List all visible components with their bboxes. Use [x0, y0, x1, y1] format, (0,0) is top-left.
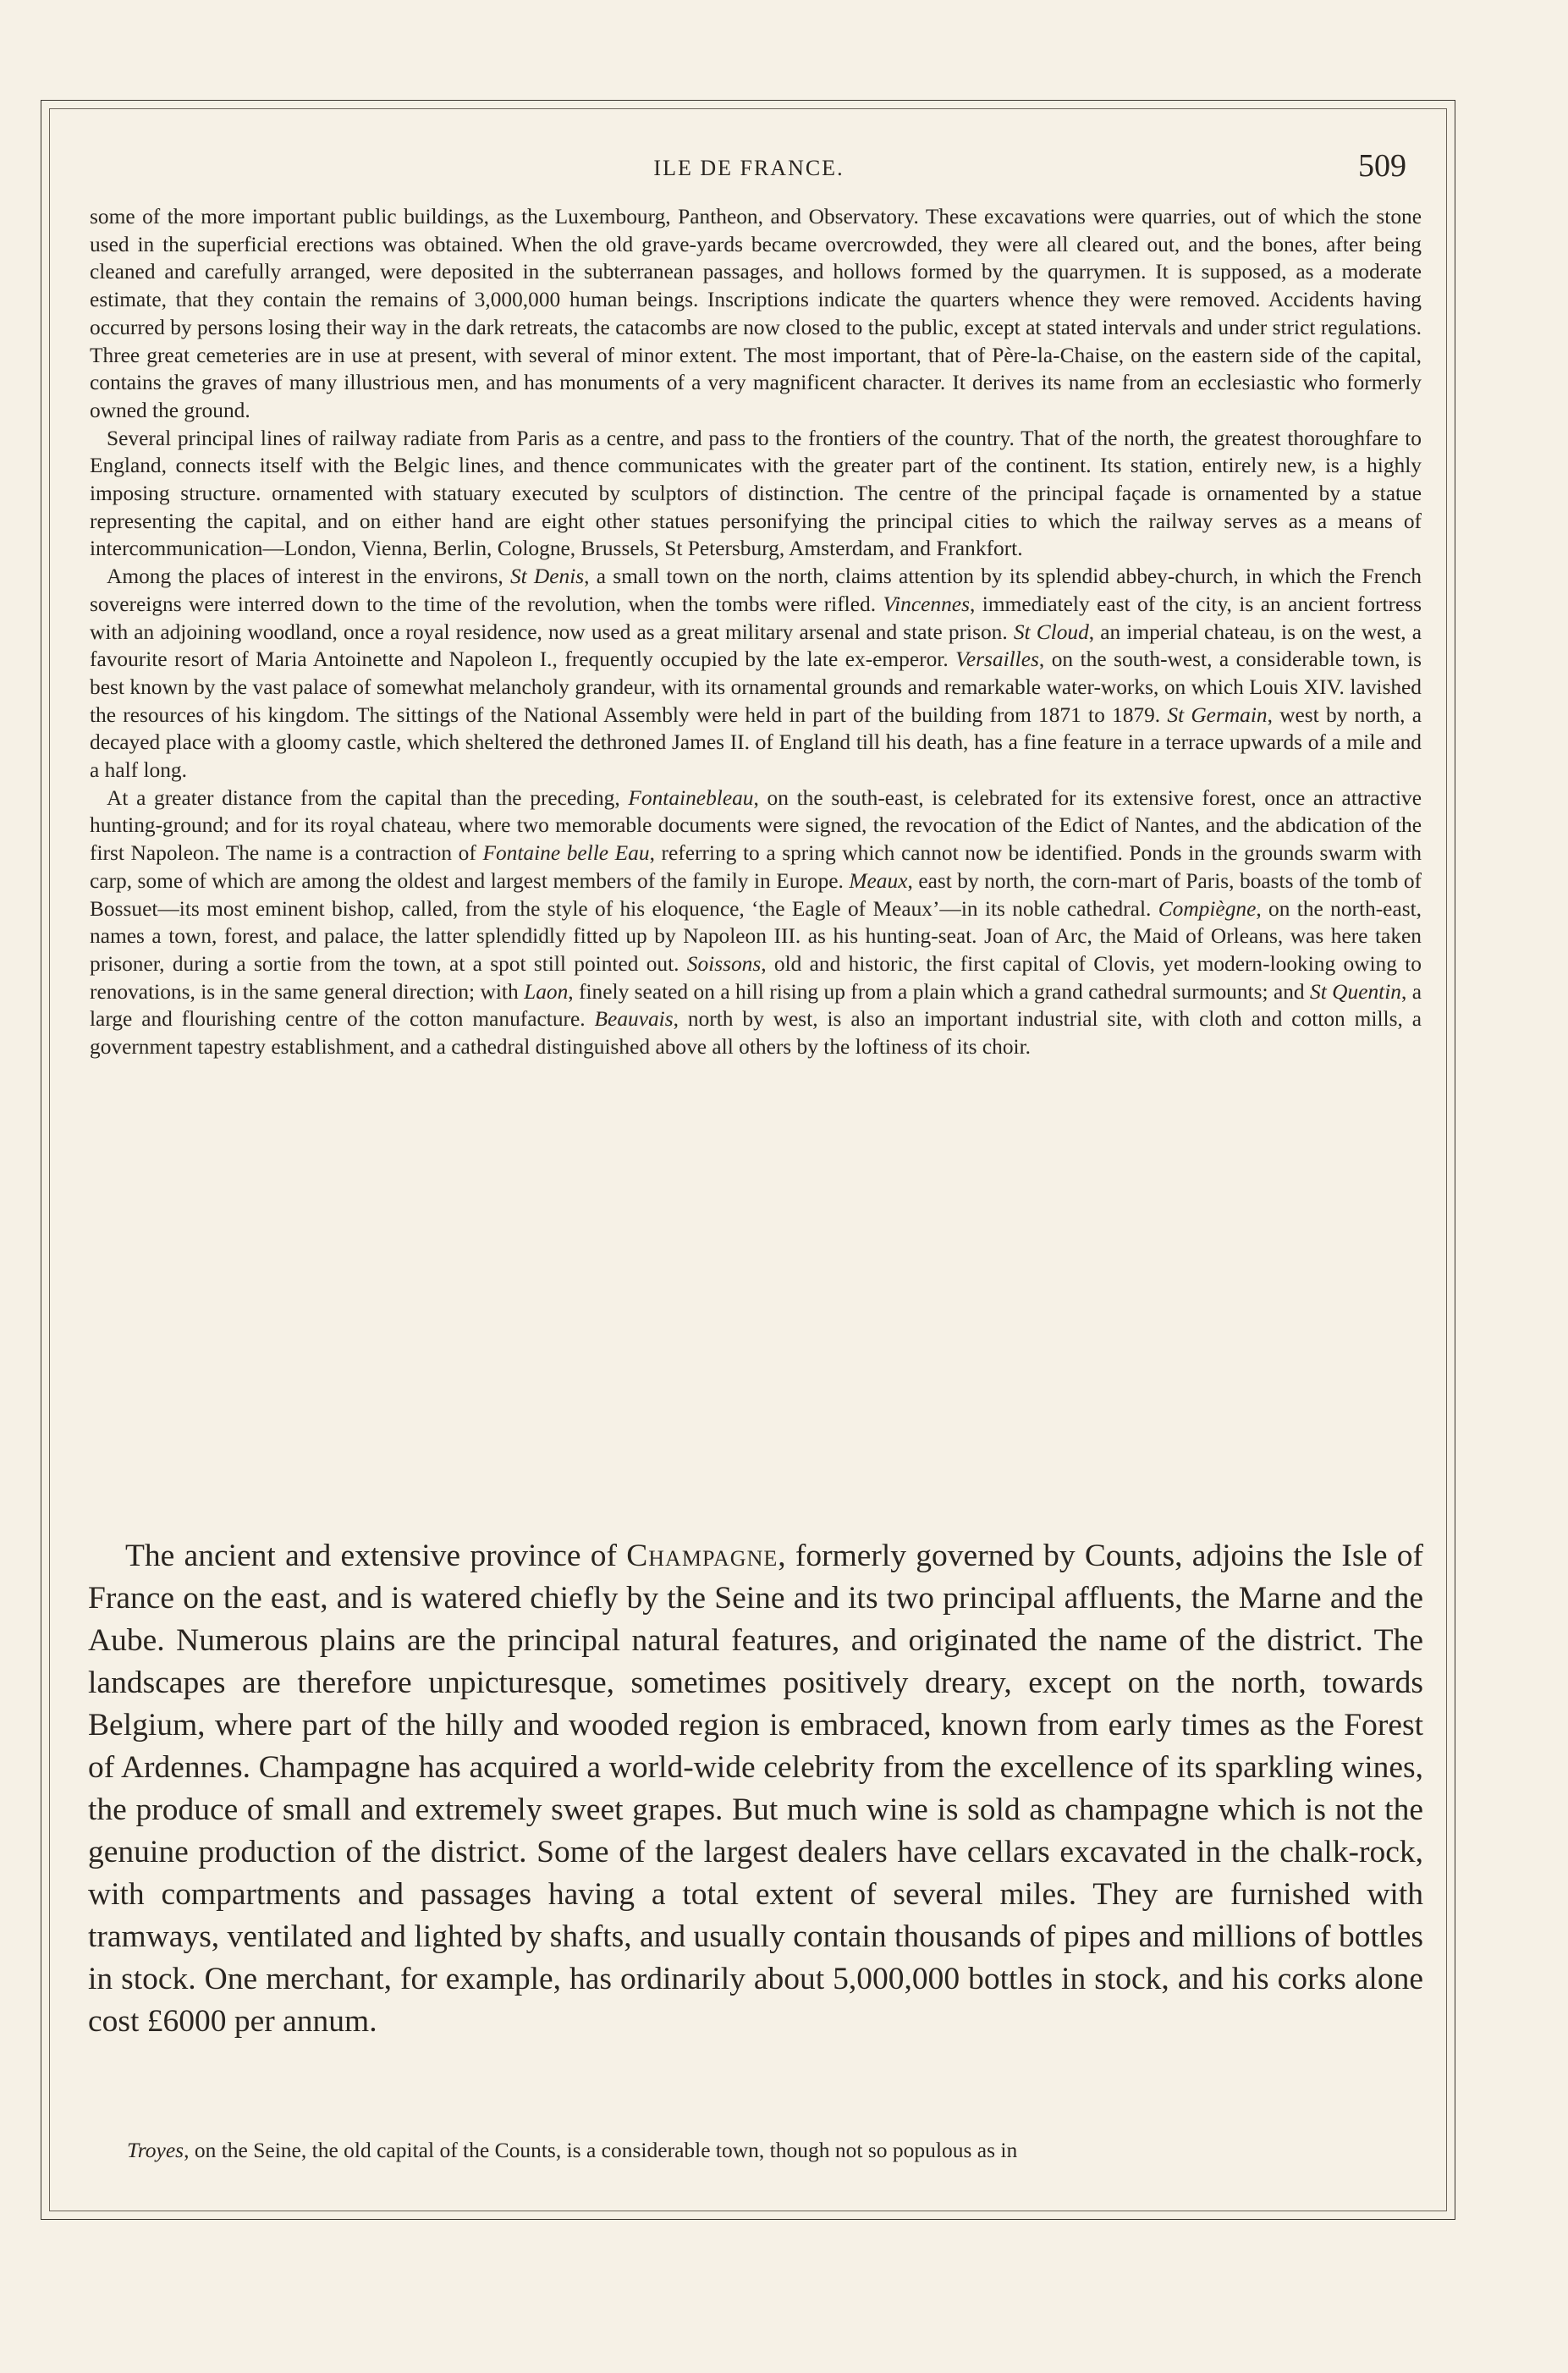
place-name-st-quentin: St Quentin — [1310, 979, 1401, 1004]
closing-paragraph — [127, 2136, 1423, 2165]
place-name-laon: Laon — [524, 979, 569, 1004]
paragraph-distant-places — [90, 785, 1422, 1061]
text-run: At a greater distance from the capital than the preceding, — [107, 785, 629, 810]
place-name-versailles: Versailles — [955, 647, 1039, 672]
text-run: , a small town on the north, claims attention by its splendid abbey-church, in which the French sovereigns were interred down to the time of the revolution, when the tombs were rifled. — [90, 564, 1422, 616]
text-run: , finely seated on a hill rising up from a plain which a grand cathedral surmounts; and — [568, 979, 1311, 1004]
text-run: , an imperial chateau, is on the west, a favourite resort of Maria Antoinette and Napoleon I., frequently occupied by the late ex-emperor. — [90, 619, 1422, 672]
text-run: , east by north, the corn-mart of Paris, boasts of the tomb of Bossuet—its most eminent bishop, called, from the style of his eloquence, ‘the Eagle of Meaux’—in its noble cathedral. — [90, 868, 1422, 921]
paragraph-troyes — [127, 2136, 1423, 2165]
running-title: ILE DE FRANCE. — [653, 156, 845, 180]
text-run: Among the places of interest in the environs, — [107, 564, 510, 589]
text-run: , immediately east of the city, is an ancient fortress with an adjoining woodland, once a royal residence, now used as a great military arsenal and state prison. — [90, 592, 1422, 644]
place-name-meaux: Meaux — [849, 868, 908, 893]
text-run: , on the south-east, is celebrated for its extensive forest, once an attractive hunting-ground; and for its royal chateau, where two memorable documents were signed, the revocation of the Edict of Nantes, and the abdication of the first Napoleon. The name is a contraction of — [90, 785, 1422, 866]
text-run: , on the Seine, the old capital of the Counts, is a considerable town, though not so populous as in — [184, 2138, 1018, 2162]
place-name-st-cloud: St Cloud — [1013, 619, 1089, 644]
text-run: , on the north-east, names a town, forest, and palace, the latter splendidly fitted up by Napoleon III. as his hunting-seat. Joan of Arc, the Maid of Orleans, was here taken prisoner, during a sortie from the town, at a spot still pointed out. — [90, 896, 1422, 976]
large-print-section — [88, 1535, 1423, 2043]
place-name-st-denis: St Denis — [509, 564, 585, 589]
place-name-beauvais: Beauvais — [594, 1007, 674, 1032]
place-name-troyes: Troyes — [127, 2138, 184, 2162]
page-header — [51, 148, 1447, 190]
place-name-compiegne: Compiègne — [1158, 896, 1257, 921]
paragraph-environs — [90, 563, 1422, 785]
text-run: , referring to a spring which cannot now be identified. Ponds in the grounds swarm with carp, some of which are among the oldest and largest members of the family in Europe. — [90, 841, 1422, 893]
paragraph-champagne — [88, 1535, 1423, 2043]
place-name-vincennes: Vincennes — [883, 592, 970, 616]
place-name-soissons: Soissons — [686, 951, 762, 976]
province-name-champagne: Champagne — [626, 1539, 778, 1573]
small-print-section — [90, 203, 1422, 1061]
text-run: , a large and flourishing centre of the cotton manufacture. — [90, 979, 1422, 1032]
text-run: , west by north, a decayed place with a gloomy castle, which sheltered the dethroned James II. of England till his death, has a fine feature in a terrace upwards of a mile and a half long. — [90, 702, 1422, 783]
paragraph-catacombs: some of the more important public buildings, as the Luxembourg, Pantheon, and Observatory. These excavations were quarries, out of which the stone used in the superficial erections was obtained. When the old grave-yards became overcrowded, they were all cleared out, and the bones, after being cleaned and carefully arranged, were deposited in the subterranean passages, and hollows formed by the quarrymen. It is supposed, as a moderate estimate, that they contain the remains of 3,000,000 human beings. Inscriptions indicate the quarters whence they were removed. Accidents having occurred by persons losing their way in the dark retreats, the catacombs are now closed to the public, except at stated intervals and under strict regulations. Three great cemeteries are in use at present, with several of minor extent. The most important, that of Père-la-Chaise, on the eastern side of the capital, contains the graves of many illustrious men, and has monuments of a very magnificent character. It derives its name from an ecclesiastic who formerly owned the ground. — [90, 205, 1422, 422]
text-run: , on the south-west, a considerable town, is best known by the vast palace of somewhat melancholy grandeur, with its ornamental grounds and remarkable water-works, on which Louis XIV. lavished the resources of his kingdom. The sittings of the National Assembly were held in part of the building from 1871 to 1879. — [90, 647, 1422, 727]
phrase-fontaine-belle-eau: Fontaine belle Eau — [482, 841, 650, 866]
place-name-fontainebleau: Fontainebleau — [628, 785, 754, 810]
text-run: , old and historic, the first capital of Clovis, yet modern-looking owing to renovations, is in the same general direction; with — [90, 951, 1422, 1004]
text-run: , formerly governed by Counts, adjoins the Isle of France on the east, and is watered chiefly by the Seine and its two principal affluents, the Marne and the Aube. Numerous plains are the principal natural features, and originated the name of the district. The landscapes are therefore unpicturesque, sometimes positively dreary, except on the north, towards Belgium, where part of the hilly and wooded region is embraced, known from early times as the Forest of Ardennes. Champagne has acquired a world-wide celebrity from the excellence of its sparkling wines, the produce of small and extremely sweet grapes. But much wine is sold as champagne which is not the genuine production of the district. Some of the largest dealers have cellars excavated in the chalk-rock, with compartments and passages having a total extent of several miles. They are furnished with tramways, ventilated and lighted by shafts, and usually contain thousands of pipes and millions of bottles in stock. One merchant, for example, has ordinarily about 5,000,000 bottles in stock, and his corks alone cost £6000 per annum. — [88, 1539, 1423, 2039]
page-number: 509 — [1358, 148, 1406, 184]
text-run: , north by west, is also an important industrial site, with cloth and cotton mills, a government tapestry establishment, and a cathedral distinguished above all others by the loftiness of its choir. — [90, 1007, 1422, 1060]
place-name-st-germain: St Germain — [1167, 702, 1268, 727]
text-run: The ancient and extensive province of — [125, 1539, 627, 1573]
paragraph-railways: Several principal lines of railway radiate from Paris as a centre, and pass to the frontiers of the country. That of the north, the greatest thoroughfare to England, connects itself with the Belgic lines, and thence communicates with the greater part of the continent. Its station, entirely new, is a highly imposing structure. ornamented with statuary executed by sculptors of distinction. The centre of the principal façade is ornamented by a statue representing the capital, and on either hand are eight other statues personifying the principal cities to which the railway serves as a means of intercommunication—London, Vienna, Berlin, Cologne, Brussels, St Petersburg, Amsterdam, and Frankfort. — [90, 426, 1422, 561]
